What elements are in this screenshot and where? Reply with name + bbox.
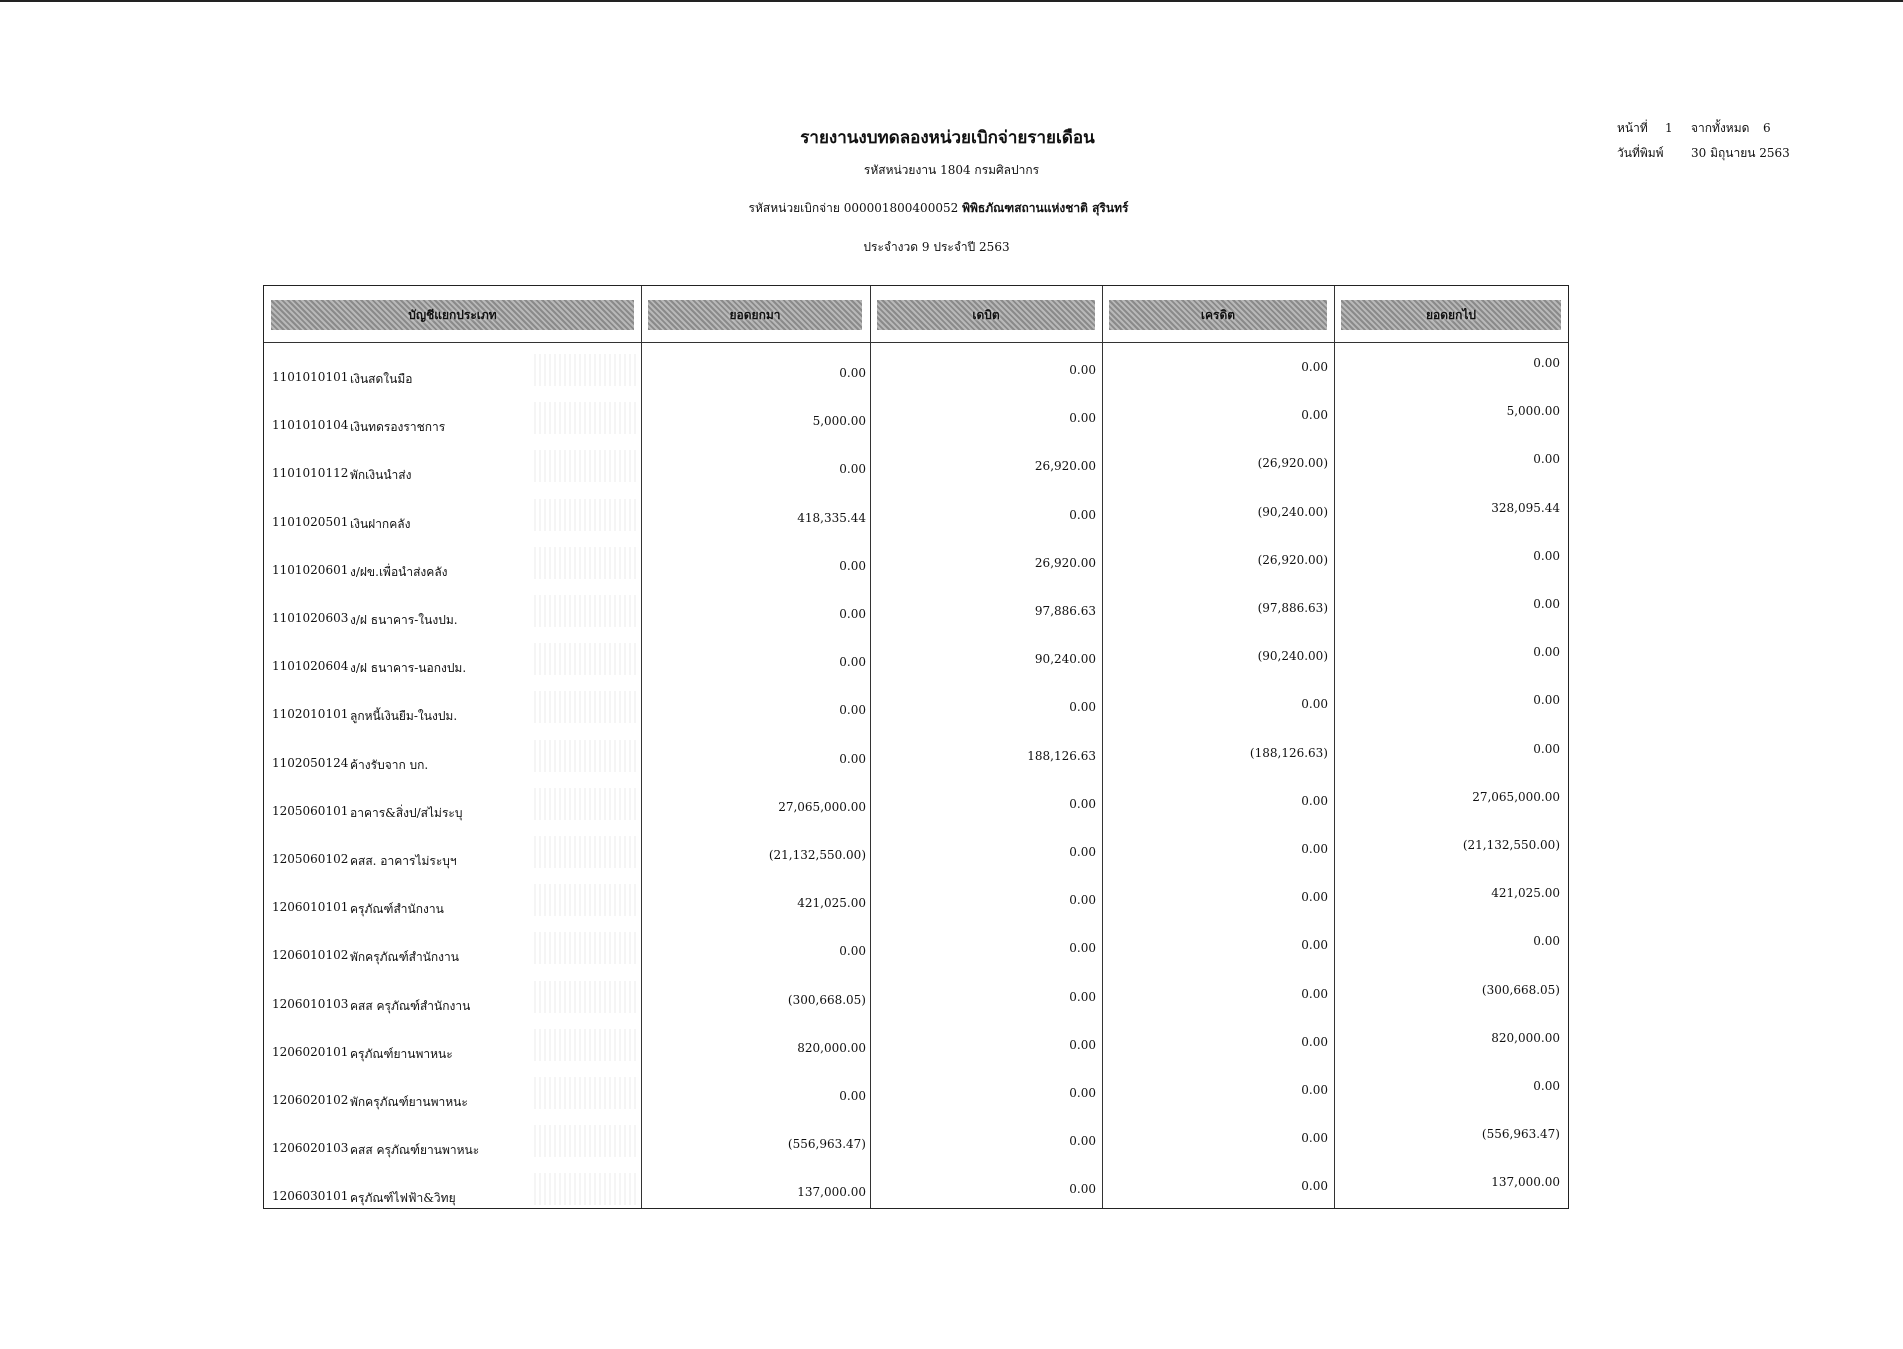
print-date-line xyxy=(1617,141,1790,166)
page-count-line xyxy=(1617,116,1790,141)
brought-forward-value: (300,668.05) xyxy=(787,992,866,1007)
debit-value: 0.00 xyxy=(1069,1086,1096,1100)
credit-value: 0.00 xyxy=(1301,1083,1328,1097)
disbursing-unit-code: รหัสหน่วยเบิกจ่าย 000001800400052 xyxy=(748,201,959,215)
brought-forward-value: 0.00 xyxy=(839,558,866,573)
account-name: ง/ฝข.เพื่อนำส่งคลัง xyxy=(350,564,448,579)
table-row xyxy=(264,1165,1568,1213)
credit-value: (188,126.63) xyxy=(1249,745,1328,760)
credit-value: 0.00 xyxy=(1301,1179,1328,1194)
account-code: 1101020601 xyxy=(272,562,349,577)
account-name: พักเงินนำส่ง xyxy=(350,468,412,483)
table-row xyxy=(264,876,1568,924)
brought-forward-value: 0.00 xyxy=(839,703,866,718)
scan-noise xyxy=(534,836,639,868)
brought-forward-value: 0.00 xyxy=(839,607,866,621)
account-code: 1206020102 xyxy=(272,1093,349,1107)
brought-forward-value: 0.00 xyxy=(839,944,866,959)
scan-noise xyxy=(534,402,639,434)
table-row xyxy=(264,635,1568,683)
account-code: 1205060101 xyxy=(272,803,349,818)
credit-value: (90,240.00) xyxy=(1257,504,1328,519)
credit-value: (26,920.00) xyxy=(1257,552,1328,567)
debit-value: 0.00 xyxy=(1069,845,1096,859)
scan-noise xyxy=(534,691,639,723)
header-divider xyxy=(264,342,1568,343)
carried-forward-value: 820,000.00 xyxy=(1491,1030,1560,1045)
account-code: 1102010101 xyxy=(272,707,349,722)
credit-value: 0.00 xyxy=(1301,842,1328,856)
scan-noise xyxy=(534,547,639,579)
carried-forward-value: 5,000.00 xyxy=(1506,404,1560,419)
header-debit: เดบิต xyxy=(877,300,1095,330)
debit-value: 97,886.63 xyxy=(1034,604,1096,618)
page-label: หน้าที่ xyxy=(1617,121,1648,135)
credit-value: 0.00 xyxy=(1301,938,1328,953)
carried-forward-value: 0.00 xyxy=(1533,548,1560,563)
carried-forward-value: 0.00 xyxy=(1533,1079,1560,1093)
debit-value: 0.00 xyxy=(1069,363,1096,377)
table-row xyxy=(264,346,1568,394)
brought-forward-value: 137,000.00 xyxy=(797,1185,866,1200)
carried-forward-value: 0.00 xyxy=(1533,934,1560,949)
report-period: ประจำงวด 9 ประจำปี 2563 xyxy=(863,240,1010,254)
carried-forward-value: 0.00 xyxy=(1533,693,1560,708)
brought-forward-value: 0.00 xyxy=(839,462,866,477)
scan-noise xyxy=(534,1077,639,1109)
debit-value: 0.00 xyxy=(1069,1037,1096,1052)
agency-line: รหัสหน่วยงาน 1804 กรมศิลปากร xyxy=(863,163,1040,177)
account-code: 1206010103 xyxy=(272,996,349,1011)
credit-value: 0.00 xyxy=(1301,890,1328,905)
credit-value: 0.00 xyxy=(1301,1034,1328,1049)
disbursing-unit-name: พิพิธภัณฑสถานแห่งชาติ สุรินทร์ xyxy=(962,201,1129,215)
account-name: อาคาร&สิ่งป/สไม่ระบุ xyxy=(350,805,463,820)
account-code: 1101020604 xyxy=(272,659,349,674)
account-name: ครุภัณฑ์สำนักงาน xyxy=(350,902,444,917)
account-code: 1205060102 xyxy=(272,852,349,866)
scan-noise xyxy=(534,643,639,675)
total-pages-label: จากทั้งหมด xyxy=(1691,121,1750,135)
header-credit: เครดิต xyxy=(1109,300,1327,330)
scan-noise xyxy=(534,932,639,964)
brought-forward-value: (556,963.47) xyxy=(787,1137,866,1152)
brought-forward-value: 0.00 xyxy=(839,751,866,766)
scan-noise xyxy=(534,884,639,916)
debit-value: 0.00 xyxy=(1069,700,1096,715)
account-name: คสส ครุภัณฑ์สำนักงาน xyxy=(350,998,471,1013)
account-name: พักครุภัณฑ์ยานพาหนะ xyxy=(350,1095,468,1109)
account-code: 1101010101 xyxy=(272,370,349,384)
debit-value: 0.00 xyxy=(1069,1182,1096,1197)
scan-noise xyxy=(534,981,639,1013)
disbursing-unit-line xyxy=(0,199,1890,218)
brought-forward-value: 0.00 xyxy=(839,366,866,380)
account-code: 1206010101 xyxy=(272,900,349,915)
credit-value: (26,920.00) xyxy=(1257,456,1328,471)
scan-noise xyxy=(534,499,639,531)
account-code: 1206030101 xyxy=(272,1189,349,1204)
account-name: ลูกหนี้เงินยืม-ในงปม. xyxy=(350,709,458,724)
debit-value: 26,920.00 xyxy=(1034,555,1096,570)
table-row xyxy=(264,780,1568,828)
credit-value: 0.00 xyxy=(1301,793,1328,808)
account-code: 1101010104 xyxy=(272,418,349,433)
table-row xyxy=(264,683,1568,731)
account-name: เงินฝากคลัง xyxy=(350,516,411,531)
account-code: 1206020103 xyxy=(272,1141,349,1156)
table-row xyxy=(264,1117,1568,1165)
header-account: บัญชีแยกประเภท xyxy=(271,300,634,330)
scan-noise xyxy=(534,595,639,627)
credit-value: 0.00 xyxy=(1301,986,1328,1001)
debit-value: 0.00 xyxy=(1069,941,1096,956)
carried-forward-value: 0.00 xyxy=(1533,597,1560,611)
page-info xyxy=(1617,116,1790,166)
debit-value: 0.00 xyxy=(1069,507,1096,522)
carried-forward-value: 328,095.44 xyxy=(1491,500,1560,515)
brought-forward-value: 27,065,000.00 xyxy=(778,799,866,814)
carried-forward-value: 0.00 xyxy=(1533,741,1560,756)
carried-forward-value: (21,132,550.00) xyxy=(1462,838,1560,852)
account-name: ง/ฝ ธนาคาร-ในงปม. xyxy=(350,613,458,627)
report-title: รายงานงบทดลองหน่วยเบิกจ่ายรายเดือน xyxy=(800,128,1095,148)
brought-forward-value: 820,000.00 xyxy=(797,1040,866,1055)
scan-noise xyxy=(534,1125,639,1157)
table-row xyxy=(264,1021,1568,1069)
carried-forward-value: 0.00 xyxy=(1533,645,1560,660)
header-brought-forward: ยอดยกมา xyxy=(648,300,862,330)
account-name: ครุภัณฑ์ไฟฟ้า&วิทยุ xyxy=(350,1191,456,1206)
total-pages: 6 xyxy=(1763,121,1771,135)
brought-forward-value: 421,025.00 xyxy=(797,896,866,911)
account-code: 1102050124 xyxy=(272,755,349,770)
account-name: ครุภัณฑ์ยานพาหนะ xyxy=(350,1046,453,1061)
carried-forward-value: 421,025.00 xyxy=(1491,886,1560,901)
account-name: พักครุภัณฑ์สำนักงาน xyxy=(350,950,459,965)
account-code: 1206010102 xyxy=(272,948,349,963)
carried-forward-value: 137,000.00 xyxy=(1491,1175,1560,1190)
account-code: 1101020603 xyxy=(272,611,349,625)
debit-value: 26,920.00 xyxy=(1034,459,1096,474)
table-row xyxy=(264,394,1568,442)
brought-forward-value: 0.00 xyxy=(839,655,866,670)
debit-value: 0.00 xyxy=(1069,796,1096,811)
carried-forward-value: (300,668.05) xyxy=(1481,982,1560,997)
scan-noise xyxy=(534,354,639,386)
print-date: 30 มิถุนายน 2563 xyxy=(1691,146,1790,160)
table-row xyxy=(264,539,1568,587)
brought-forward-value: 0.00 xyxy=(839,1089,866,1103)
debit-value: 0.00 xyxy=(1069,1134,1096,1149)
table-row xyxy=(264,732,1568,780)
print-date-label: วันที่พิมพ์ xyxy=(1617,146,1664,160)
debit-value: 0.00 xyxy=(1069,893,1096,908)
table-row xyxy=(264,442,1568,490)
account-name: เงินสดในมือ xyxy=(350,372,413,386)
debit-value: 0.00 xyxy=(1069,411,1096,426)
account-name: ค้างรับจาก บก. xyxy=(350,757,429,772)
scan-noise xyxy=(534,1173,639,1205)
page-number: 1 xyxy=(1665,121,1673,135)
account-code: 1101020501 xyxy=(272,514,349,529)
brought-forward-value: 418,335.44 xyxy=(797,510,866,525)
credit-value: 0.00 xyxy=(1301,360,1328,374)
scan-noise xyxy=(534,1029,639,1061)
account-name: คสส. อาคารไม่ระบุฯ xyxy=(350,854,457,868)
table-row xyxy=(264,1069,1568,1117)
scan-noise xyxy=(534,788,639,820)
carried-forward-value: 0.00 xyxy=(1533,452,1560,467)
brought-forward-value: 5,000.00 xyxy=(812,414,866,429)
scan-top-border xyxy=(0,0,1903,2)
header-carried-forward: ยอดยกไป xyxy=(1341,300,1561,330)
carried-forward-value: (556,963.47) xyxy=(1481,1127,1560,1142)
credit-value: (90,240.00) xyxy=(1257,649,1328,664)
table-row xyxy=(264,587,1568,635)
credit-value: 0.00 xyxy=(1301,408,1328,423)
account-name: เงินทดรองราชการ xyxy=(350,420,446,435)
table-row xyxy=(264,924,1568,972)
brought-forward-value: (21,132,550.00) xyxy=(768,848,866,862)
account-code: 1101010112 xyxy=(272,466,349,481)
credit-value: (97,886.63) xyxy=(1257,601,1328,615)
debit-value: 90,240.00 xyxy=(1034,652,1096,667)
account-code: 1206020101 xyxy=(272,1044,349,1059)
scan-noise xyxy=(534,450,639,482)
debit-value: 188,126.63 xyxy=(1027,748,1096,763)
table-row xyxy=(264,828,1568,876)
table-row xyxy=(264,491,1568,539)
account-name: คสส ครุภัณฑ์ยานพาหนะ xyxy=(350,1143,480,1158)
debit-value: 0.00 xyxy=(1069,989,1096,1004)
carried-forward-value: 27,065,000.00 xyxy=(1472,789,1560,804)
credit-value: 0.00 xyxy=(1301,1131,1328,1146)
table-row xyxy=(264,973,1568,1021)
scan-noise xyxy=(534,740,639,772)
carried-forward-value: 0.00 xyxy=(1533,356,1560,370)
trial-balance-table xyxy=(263,285,1569,1209)
account-name: ง/ฝ ธนาคาร-นอกงปม. xyxy=(350,661,467,676)
credit-value: 0.00 xyxy=(1301,697,1328,712)
